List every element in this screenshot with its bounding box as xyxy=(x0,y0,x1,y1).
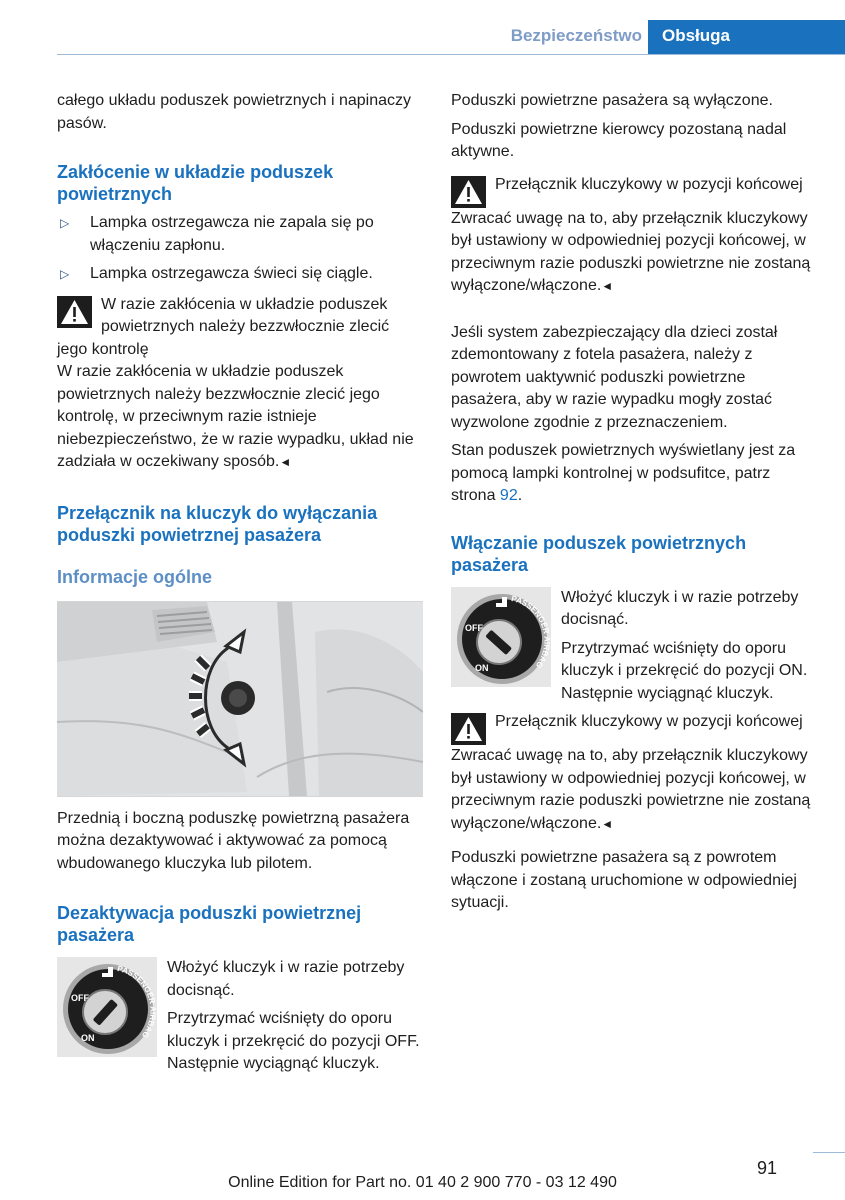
paragraph: Poduszki powietrzne pasażera są wyłączone. xyxy=(451,92,773,109)
paragraph: W razie zakłócenia w układzie poduszek powietrznych należy bezzwłocznie zlecić jego kontrolę, w przeciwnym razie istnieje niebezpieczeństwo, że w razie wypadku, układ nie zadziała w oczekiwany sposób. xyxy=(57,363,414,470)
switch-ring-label: PASSENGER AIRBAG xyxy=(116,964,157,1040)
left-column xyxy=(57,90,423,1082)
header-section-title: Bezpieczeństwo xyxy=(510,26,642,45)
switch-ring-label: PASSENGER AIRBAG xyxy=(510,593,551,670)
step-text: Przytrzymać wciśnięty do oporu kluczyk i przekręcić do pozycji OFF. Następnie wyciągnąć kluczyk. xyxy=(167,1010,420,1072)
activate-steps xyxy=(451,587,817,706)
warning-triangle-icon xyxy=(451,713,486,745)
paragraph: Przednią i boczną poduszkę powietrzną pasażera można dezaktywować i aktywować za pomocą wbudowanego kluczyka lub pilotem. xyxy=(57,809,410,872)
header-rule xyxy=(57,54,845,55)
warning-title: Przełącznik kluczykowy w pozycji końcowej xyxy=(495,713,803,730)
heading-activate: Włączanie poduszek powietrznych pasażera xyxy=(451,532,747,575)
warning-note xyxy=(451,711,817,734)
paragraph: całego układu poduszek powietrznych i napinaczy pasów. xyxy=(57,92,411,132)
page-link[interactable]: 92 xyxy=(499,487,518,504)
key-switch-off-figure xyxy=(57,957,157,1057)
switch-off-label: OFF xyxy=(71,993,89,1003)
heading-deactivate: Dezaktywacja poduszki powietrznej pasażera xyxy=(57,903,362,945)
warning-text: W razie zakłócenia w układzie poduszek powietrznych należy bezzwłocznie zlecić jego kontrolę xyxy=(57,295,390,358)
warning-note xyxy=(57,294,423,362)
header-tab: Obsługa xyxy=(648,20,845,55)
switch-on-label: ON xyxy=(475,662,489,673)
list-item xyxy=(57,212,423,257)
switch-off-label: OFF xyxy=(465,622,483,633)
warning-triangle-icon xyxy=(451,176,486,208)
paragraph-text: . xyxy=(517,487,523,504)
key-switch-on-figure xyxy=(451,587,551,687)
end-mark-icon: ◄ xyxy=(279,455,292,469)
step-text: Przytrzymać wciśnięty do oporu kluczyk i przekręcić do pozycji ON. Następnie wyciągnąć kluczyk. xyxy=(561,639,808,702)
list-item-text: Lampka ostrzegawcza nie zapala się po włączeniu zapłonu. xyxy=(90,214,374,254)
right-column xyxy=(451,90,817,921)
end-mark-icon: ◄ xyxy=(601,279,614,293)
paragraph-text: Stan poduszek powietrznych wyświetlany jest za pomocą lampki kontrolnej w podsufitce, patrz strona xyxy=(451,442,796,504)
deactivate-steps xyxy=(57,957,423,1076)
warning-triangle-icon xyxy=(57,296,92,328)
page-number-rule xyxy=(813,1152,845,1153)
heading-switch: Przełącznik na kluczyk do wyłączania poduszki powietrznej pasażera xyxy=(57,502,378,545)
warning-title: Przełącznik kluczykowy w pozycji końcowej xyxy=(495,175,803,193)
step-text: Włożyć kluczyk i w razie potrzeby docisnąć. xyxy=(561,588,799,628)
warning-text: Zwracać uwagę na to, aby przełącznik kluczykowy był ustawiony w odpowiedniej pozycji końcowej, w przeciwnym razie poduszki powietrzne nie zostaną wyłączone/włączone. xyxy=(451,209,811,294)
paragraph: Jeśli system zabezpieczający dla dzieci został zdemontowany z fotela pasażera, należy z powrotem uaktywnić poduszki powietrzne pasażera, aby w razie wypadku mogły zostać wyzwolone zgodnie z przeznaczeniem. xyxy=(451,323,778,431)
step-text: Włożyć kluczyk i w razie potrzeby docisnąć. xyxy=(167,959,405,999)
bullet-marker-icon: ▷ xyxy=(60,267,70,281)
dashboard-switch-figure xyxy=(57,601,423,797)
warning-text: Zwracać uwagę na to, aby przełącznik kluczykowy był ustawiony w odpowiedniej pozycji końcowej, w przeciwnym razie poduszki powietrzne nie zostaną wyłączone/włączone. xyxy=(451,747,811,832)
end-mark-icon: ◄ xyxy=(601,816,614,831)
footer-text: Online Edition for Part no. 01 40 2 900 770 - 03 12 490 xyxy=(228,1174,617,1191)
list-item-text: Lampka ostrzegawcza świeci się ciągle. xyxy=(90,265,373,282)
switch-on-label: ON xyxy=(81,1033,95,1043)
paragraph: Poduszki powietrzne kierowcy pozostaną nadal aktywne. xyxy=(451,120,787,160)
paragraph-status xyxy=(451,440,817,508)
page-number: 91 xyxy=(757,1158,778,1178)
list-item xyxy=(57,263,423,286)
heading-fault: Zakłócenie w układzie poduszek powietrznych xyxy=(57,162,334,204)
heading-general: Informacje ogólne xyxy=(57,566,213,587)
bullet-marker-icon: ▷ xyxy=(60,216,70,230)
warning-note xyxy=(451,174,817,197)
paragraph: Poduszki powietrzne pasażera są z powrotem włączone i zostaną uruchomione w odpowiedniej sytuacji. xyxy=(451,849,797,911)
